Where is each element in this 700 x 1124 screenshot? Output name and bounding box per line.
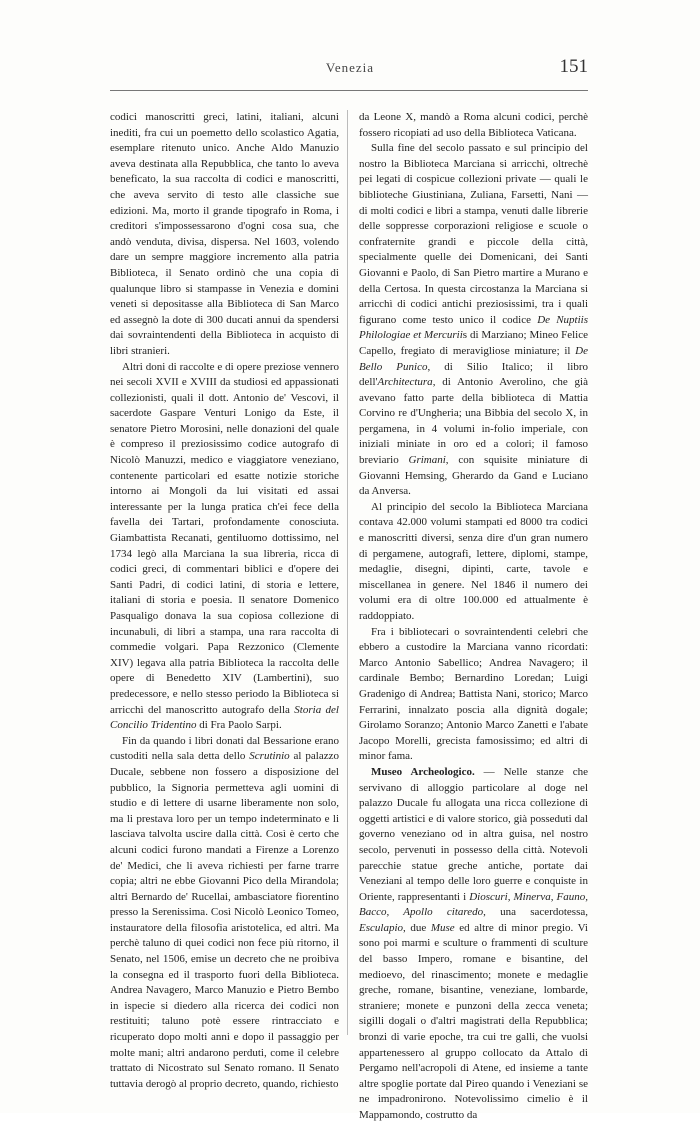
text-run: s di Marziano; Mineo Felice Capello, fregiato di meravigliose miniature; il <box>359 329 588 357</box>
paragraph <box>359 765 588 1124</box>
text-run: Fin da quando i libri donati dal Bessarione erano custoditi nella sala detta dello <box>110 734 339 763</box>
text-run: Al principio del secolo la Biblioteca Marciana contava 42.000 volumi stampati ed 8000 tra codici e manoscritti diversi, senza dire d'un gran numero di pergamene, autografi, lettere, diplomi, stampe, medaglie, disegni, dipinti, carte, tavole e miscellanea in genere. Nel 1846 il numero dei volumi era di oltre 100.000 ed attualmente è raddoppiato. <box>359 500 588 622</box>
paragraph <box>359 625 588 765</box>
text-run: al palazzo Ducale, sebbene non fossero a disposizione del pubblico, la Signoria permetteva agli uomini di studio e di lettere di usarne liberamente non solo, ma li prestava loro per un tempo indeterminato e li lasciava talvolta uscire dalla città. Così è certo che alcuni codici furono mandati a Firenze a Lorenzo de' Medici, che li aveva richiesti per farne trarre copia; altri ne ebbe Giovanni Pico della Mirandola; altri Bernardo de' Rucellai, ambasciatore fiorentino presso la Serenissima. Così Nicolò Leonico Tomeo, instauratore della filosofia aristotelica, ed altri. Ma perchè taluno di quei codici non fece più ritorno, il Senato, nel 1506, emise un decreto che ne proibiva la consegna ed il trasporto fuori della Biblioteca. Andrea Navagero, Marco Manuzio e Pietro Bembo in ispecie si diedero alla ricerca dei codici non restituiti; taluno potè essere rintracciato e ricuperato dopo molti anni e dopo il passaggio per molte mani; altri andarono perduti, come il celebre trattato di Nicostrato sul Senato romano. Il Senato tuttavia derogò al proprio decreto, quando, richiesto <box>110 750 339 1090</box>
paragraph <box>359 141 588 500</box>
text-run: Altri doni di raccolte e di opere preziose vennero nei secoli XVII e XVIII da studiosi ed appassionati collezionisti, quali il dott. Antonio de' Vescovi, il sacerdote Gaspare Venturi Lonigo da Este, il senatore Pietro Morosini, nelle donazioni del quale è compreso il preziosissimo codice autografo di Nicolò Manuzzi, medico e viaggiatore veneziano, contenente particolari ed esatte notizie storiche intorno ai Mongoli da lui visitati ed assai interessante per la lunga pratica ch'ei fece della favella dei Tartari, profondamente conosciuta. Giambattista Recanati, gentiluomo dottissimo, nel 1734 legò alla Marciana la sua libreria, ricca di codici greci, di commentari biblici e d'opere dei Santi Padri, di codici latini, di storia e lettere, italiani di storia e poesia. Il senatore Domenico Pasqualigo donava la sua copiosa collezione di incunabuli, di libri a stampa, una rara raccolta di commedie volgari. Papa Rezzonico (Clemente XIV) legava alla patria Biblioteca la raccolta delle opere di Benedetto XIV (Lambertini), suo predecessore, e nello stesso periodo la Biblioteca si arricchì del manoscritto autografo della <box>110 360 339 716</box>
italic-title: Storia del Concilio Tridentino <box>110 703 339 732</box>
italic-title: De Bello Punico <box>359 344 588 373</box>
text-run: da Leone X, mandò a Roma alcuni codici, perchè fossero ricopiati ad uso della Biblioteca Vaticana. <box>359 111 588 139</box>
italic-title: Dioscuri, Minerva, Fauno, Bacco, Apollo citaredo <box>359 890 588 919</box>
column-divider <box>347 110 348 1035</box>
paragraph <box>359 500 588 625</box>
left-column <box>110 110 339 1092</box>
paragraph <box>359 110 588 141</box>
text-run: , due <box>403 921 431 934</box>
header-rule <box>110 90 588 91</box>
italic-title: Scrutinio <box>249 750 290 763</box>
text-run: di Fra Paolo Sarpi. <box>196 719 282 732</box>
running-title: Venezia <box>325 60 375 75</box>
text-run: , una sacerdotessa, <box>483 906 588 919</box>
italic-title: Architectura <box>377 376 433 389</box>
text-run: Sulla fine del secolo passato e sul principio del nostro la Biblioteca Marciana si arricchì, oltrechè pei legati di cospicue collezioni private — quali le biblioteche Giustiniana, Zuliana, Farsetti, Nani — di molti codici e libri a stampa, venuti dalle librerie delle soppresse corporazioni religiose e scuole o confraternite grandi e piccole della città, specialmente quelle dei Domenicani, dei Santi Giovanni e Paolo, di San Pietro martire a Murano e della Certosa. In questa circostanza la Marciana si arricchì di codici antichi preziosissimi, tra i quali figurano come testo unico il codice <box>359 142 588 326</box>
paragraph <box>110 110 339 360</box>
paragraph <box>110 360 339 734</box>
text-run: — Nelle stanze che servivano di alloggio particolare al doge nel palazzo Ducale fu allogata una ricca collezione di oggetti artistici e di valore storico, già posseduti dal governo veneziano od in altra guisa, nel nostro secolo, pervenuti in possesso della città. Notevoli parecchie statue greche antiche, portate dai Veneziani al tempo delle loro guerre e conquiste in Oriente, rappresentanti i <box>359 765 588 903</box>
italic-title: Grimani <box>408 454 446 467</box>
text-run: codici manoscritti greci, latini, italiani, alcuni inediti, fra cui un poemetto dello scolastico Agatia, esemplare ritenuto unico. Anche Aldo Manuzio aveva destinata alla Repubblica, che tanto lo aveva beneficato, la sua raccolta di codici e manoscritti, che aveva servito di testo alle classiche sue edizioni. Ma, morto il grande tipografo in Roma, i creditori s'impossessarono d'ogni cosa sua, che andò venduta, divisa, dispersa. Nel 1603, volendo dare un sempre maggiore incremento alla patria Biblioteca, il Senato ordinò che una copia di qualunque libro si stampasse in Venezia e domini veneti si depositasse alla Biblioteca di San Marco ed assegnò la dote di 300 ducati annui da spendersi dai sovraintendenti della Biblioteca in acquisto di libri stranieri. <box>110 111 339 357</box>
italic-title: Esculapio <box>359 921 403 934</box>
paragraph <box>110 734 339 1093</box>
page-number: 151 <box>559 56 588 77</box>
text-run: , di Antonio Averolino, che già avevano fatto parte della biblioteca di Mattia Corvino re d'Ungheria; una Bibbia del secolo X, in pergamena, in 4 volumi in-folio imperiale, con iniziali miniate in oro ed a colori; il famoso breviario <box>359 376 588 467</box>
section-heading: Museo Archeologico. <box>371 765 475 778</box>
right-column <box>359 110 588 1124</box>
text-run: , con squisite miniature di Giovanni Hemsing, Gherardo da Gand e Luciano da Anversa. <box>359 454 588 498</box>
italic-title: De Nuptiis Philologiae et Mercurii <box>359 313 588 342</box>
text-run: ed altre di minor pregio. Vi sono poi marmi e sculture o frammenti di sculture del basso Impero, romane e bisantine, del medioevo, del rinascimento; monete e medaglie greche, romane, bisantine, veneziane, lombarde, straniere; monete e punzoni della zecca veneta; sigilli dogali o d'altri magistrati della Repubblica; bronzi di varie epoche, tra cui tre galli, che vuolsi appartenessero al gruppo collocato da Attalo di Pergamo nell'acropoli di Atene, ed insieme a tante altre spoglie portate dal Pireo quando i Veneziani se ne impadronirono. Notevolissimo cimelio è il Mappamondo, costrutto da <box>359 921 588 1121</box>
text-run: Fra i bibliotecari o sovraintendenti celebri che ebbero a custodire la Marciana vanno ricordati: Marco Antonio Sabellico; Andrea Navagero; il cardinale Bembo; Bernardino Loredan; Luigi Gradenigo di Andrea; Battista Nani, storico; Marco Ferrarini, innalzato poscia alla dignità dogale; Girolamo Soranzo; Antonio Marco Zanetti e l'abate Jacopo Morelli, grecista famosissimo; ed altri di minor fama. <box>359 625 588 763</box>
italic-title: Muse <box>430 921 455 934</box>
text-run: , di Silio Italico; il libro dell' <box>359 360 588 389</box>
